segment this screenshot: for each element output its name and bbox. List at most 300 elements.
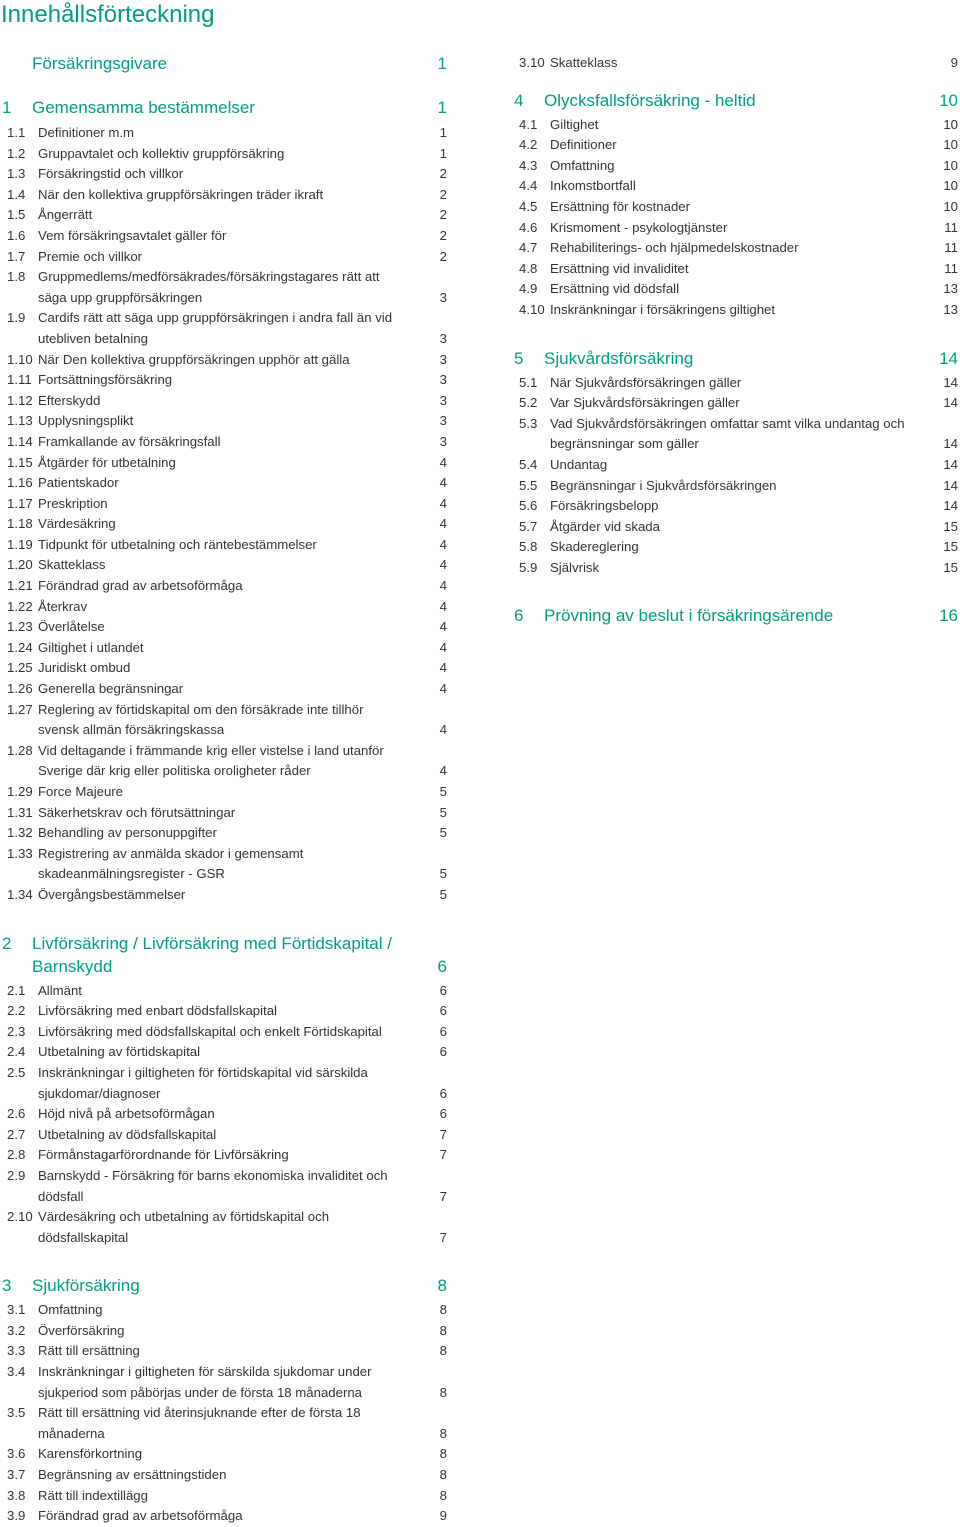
toc-subsection-entry[interactable]: [0, 1300, 449, 1321]
page-title: Innehållsförteckning: [1, 1, 215, 28]
toc-subsection-entry[interactable]: [0, 226, 449, 247]
toc-entry-title: Åtgärder för utbetalning: [38, 454, 176, 470]
toc-entry-title: Vem försäkringsavtalet gäller för: [38, 227, 227, 243]
toc-entry-title: Force Majeure: [38, 784, 124, 799]
toc-subsection-entry[interactable]: [0, 432, 449, 453]
toc-subsection-entry[interactable]: [0, 1341, 449, 1362]
toc-entry-number: 5.5: [519, 477, 538, 493]
toc-subsection-entry[interactable]: [0, 1145, 449, 1166]
toc-entry-number: 1.16: [7, 475, 33, 491]
toc-subsection-entry[interactable]: [512, 496, 960, 517]
toc-entry-title: Gemensamma bestämmelser: [32, 98, 255, 117]
toc-right-column: [512, 50, 960, 627]
toc-entry-number: 1.28: [7, 742, 33, 758]
toc-entry-page: 5: [439, 784, 447, 799]
toc-entry-number: 1.21: [7, 578, 33, 594]
toc-entry-title: Skatteklass: [550, 55, 618, 70]
toc-entry-number: 4.2: [519, 137, 538, 153]
toc-section-entry[interactable]: [0, 96, 449, 119]
toc-entry-page: 4: [439, 681, 447, 697]
toc-subsection-entry[interactable]: [0, 741, 449, 782]
toc-subsection-entry[interactable]: [0, 247, 449, 268]
toc-entry-title: Efterskydd: [38, 392, 101, 408]
toc-subsection-entry[interactable]: [0, 164, 449, 185]
toc-entry-title: Juridiskt ombud: [38, 660, 131, 676]
toc-entry-title: Ångerrätt: [38, 207, 93, 223]
toc-entry-title: När Sjukvårdsförsäkringen gäller: [550, 374, 742, 390]
toc-entry-page: 2: [439, 166, 447, 182]
toc-entry-number: 3.3: [7, 1343, 26, 1359]
toc-entry-number: 3: [2, 1276, 12, 1296]
toc-entry-title: Undantag: [550, 456, 608, 472]
toc-subsection-entry[interactable]: [0, 1207, 449, 1248]
toc-entry-number: 4.5: [519, 198, 538, 214]
toc-entry-number: 1.34: [7, 886, 33, 902]
toc-entry-number: 3.4: [7, 1364, 26, 1380]
toc-entry-number: 1.31: [7, 804, 33, 820]
toc-entry-title: Definitioner: [550, 137, 617, 153]
toc-entry-number: 1.4: [7, 186, 26, 202]
toc-subsection-entry[interactable]: [512, 455, 960, 476]
toc-entry-page: 4: [439, 475, 447, 491]
toc-entry-page: 10: [943, 198, 958, 214]
toc-entry-title: Förändrad grad av arbetsoförmåga: [38, 578, 243, 594]
toc-subsection-entry[interactable]: [0, 981, 449, 1002]
toc-entry-title: Förändrad grad av arbetsoförmåga: [38, 1508, 243, 1524]
toc-entry-title: Preskription: [38, 495, 108, 511]
toc-section-entry[interactable]: [0, 932, 449, 978]
toc-entry-page: 3: [439, 372, 447, 388]
toc-entry-page: 4: [439, 722, 447, 738]
toc-entry-title: Utbetalning av förtidskapital: [38, 1044, 201, 1060]
toc-entry-title: Upplysningsplikt: [38, 413, 134, 429]
toc-entry-number: 1.26: [7, 681, 33, 697]
toc-entry-number: 2.7: [7, 1126, 26, 1142]
toc-entry-title: Giltighet: [550, 116, 599, 132]
toc-entry-title: Ersättning vid invaliditet: [550, 260, 689, 276]
toc-entry-title: Inskränkningar i giltigheten för särskilda sjukdomar under sjukperiod som påbörjas under de första 18 månaderna: [38, 1364, 372, 1400]
toc-entry-page: 4: [439, 660, 447, 676]
toc-entry-page: 13: [943, 281, 958, 297]
toc-entry-page: 6: [439, 1003, 447, 1019]
toc-entry-page: 4: [439, 557, 447, 573]
toc-entry-title: Begränsningar i Sjukvårdsförsäkringen: [550, 477, 777, 493]
toc-subsection-entry[interactable]: [0, 267, 449, 308]
toc-section-entry[interactable]: [512, 347, 960, 370]
toc-subsection-entry[interactable]: [0, 370, 449, 391]
toc-entry-title: Ersättning för kostnader: [550, 198, 691, 214]
toc-entry-title: Vid deltagande i främmande krig eller vistelse i land utanför Sverige där krig eller politiska oroligheter råder: [38, 742, 384, 779]
toc-subsection-entry[interactable]: [512, 218, 960, 239]
toc-entry-title: Prövning av beslut i försäkringsärende: [544, 606, 834, 626]
toc-subsection-entry[interactable]: [512, 53, 960, 74]
toc-section-entry[interactable]: [0, 52, 449, 75]
toc-entry-title: Höjd nivå på arbetsoförmågan: [38, 1106, 215, 1122]
toc-entry-title: Begränsning av ersättningstiden: [38, 1467, 227, 1483]
toc-entry-number: 1.23: [7, 619, 33, 635]
toc-subsection-entry[interactable]: [512, 115, 960, 136]
toc-subsection-entry[interactable]: [0, 308, 449, 349]
toc-entry-title: Försäkringsgivare: [32, 54, 168, 73]
toc-subsection-entry[interactable]: [0, 185, 449, 206]
toc-entry-page: 10: [943, 157, 958, 173]
toc-entry-page: 8: [439, 1302, 447, 1318]
toc-subsection-entry[interactable]: [512, 279, 960, 300]
toc-entry-title: Allmänt: [38, 982, 82, 998]
toc-entry-number: 2.1: [7, 982, 26, 998]
toc-entry-number: 1.27: [7, 701, 33, 717]
toc-section-entry[interactable]: [0, 1274, 449, 1297]
toc-entry-page: 4: [439, 598, 447, 614]
toc-entry-title: Omfattning: [550, 157, 615, 173]
toc-entry-title: Vad Sjukvårdsförsäkringen omfattar samt vilka undantag och begränsningar som gäller: [550, 415, 905, 452]
toc-entry-number: 5.1: [519, 374, 538, 390]
toc-entry-page: 1: [437, 98, 447, 117]
toc-entry-page: 5: [439, 886, 447, 902]
toc-subsection-entry[interactable]: [0, 1104, 449, 1125]
toc-entry-number: 3.9: [7, 1508, 26, 1524]
toc-entry-number: 2.9: [7, 1167, 26, 1183]
toc-entry-number: 1.19: [7, 536, 33, 552]
toc-entry-page: 3: [439, 413, 447, 429]
toc-entry-page: 4: [439, 536, 447, 552]
toc-subsection-entry[interactable]: [512, 393, 960, 414]
toc-subsection-entry[interactable]: [0, 1001, 449, 1022]
toc-entry-title: Försäkringstid och villkor: [38, 166, 184, 182]
toc-entry-title: Ersättning vid dödsfall: [550, 281, 680, 297]
toc-entry-number: 4.9: [519, 281, 538, 297]
toc-entry-page: 6: [439, 982, 447, 998]
toc-entry-number: 4: [514, 90, 524, 110]
toc-entry-number: 2.5: [7, 1064, 26, 1080]
toc-entry-number: 1.2: [7, 145, 26, 161]
toc-entry-number: 2.8: [7, 1147, 26, 1163]
toc-entry-page: 5: [439, 866, 447, 882]
toc-entry-number: 1.22: [7, 598, 33, 614]
toc-entry-title: Reglering av förtidskapital om den försäkrade inte tillhör svensk allmän försäkringskassa: [38, 701, 364, 738]
toc-subsection-entry[interactable]: [0, 453, 449, 474]
toc-subsection-entry[interactable]: [0, 823, 449, 844]
toc-section-entry[interactable]: [512, 604, 960, 627]
toc-entry-number: 3.10: [519, 55, 545, 70]
toc-entry-number: 6: [514, 606, 524, 626]
toc-entry-title: Utbetalning av dödsfallskapital: [38, 1126, 217, 1142]
toc-entry-title: Framkallande av försäkringsfall: [38, 433, 221, 449]
toc-entry-title: Livförsäkring med enbart dödsfallskapital: [38, 1003, 277, 1019]
toc-entry-title: Behandling av personuppgifter: [38, 825, 217, 841]
toc-entry-title: Livförsäkring / Livförsäkring med Förtidskapital / Barnskydd: [32, 933, 392, 976]
toc-subsection-entry[interactable]: [0, 1403, 449, 1444]
toc-entry-page: 4: [439, 639, 447, 655]
toc-entry-number: 1.18: [7, 516, 33, 532]
toc-subsection-entry[interactable]: [0, 1444, 449, 1465]
toc-entry-number: 1.25: [7, 660, 33, 676]
toc-entry-number: 3.6: [7, 1446, 26, 1462]
toc-entry-number: 1.33: [7, 845, 33, 861]
toc-subsection-entry[interactable]: [0, 391, 449, 412]
toc-entry-title: Sjukförsäkring: [32, 1276, 140, 1296]
toc-entry-page: 14: [943, 456, 958, 472]
toc-subsection-entry[interactable]: [0, 1125, 449, 1146]
toc-entry-page: 6: [439, 1044, 447, 1060]
toc-entry-number: 1.1: [7, 125, 26, 140]
toc-entry-number: 1.13: [7, 413, 33, 429]
toc-entry-title: Överförsäkring: [38, 1322, 125, 1338]
toc-entry-page: 4: [439, 619, 447, 635]
toc-entry-title: Sjukvårdsförsäkring: [544, 348, 694, 368]
toc-entry-title: Rätt till ersättning vid återinsjuknande efter de första 18 månaderna: [38, 1405, 361, 1441]
toc-subsection-entry[interactable]: [512, 300, 960, 321]
toc-subsection-entry[interactable]: [512, 373, 960, 394]
toc-entry-title: Fortsättningsförsäkring: [38, 372, 173, 388]
toc-entry-page: 10: [943, 116, 958, 132]
toc-entry-title: Rehabiliterings- och hjälpmedelskostnader: [550, 240, 799, 256]
toc-entry-number: 1.8: [7, 269, 26, 285]
toc-subsection-entry[interactable]: [0, 617, 449, 638]
toc-subsection-entry[interactable]: [0, 123, 449, 144]
toc-entry-title: Premie och villkor: [38, 248, 143, 264]
toc-entry-number: 1.29: [7, 784, 33, 799]
toc-subsection-entry[interactable]: [0, 514, 449, 535]
toc-subsection-entry[interactable]: [512, 517, 960, 538]
toc-entry-title: Åtgärder vid skada: [550, 518, 660, 534]
toc-subsection-entry[interactable]: [512, 176, 960, 197]
toc-subsection-entry[interactable]: [0, 1486, 449, 1507]
toc-entry-page: 7: [439, 1188, 447, 1204]
toc-subsection-entry[interactable]: [512, 156, 960, 177]
toc-subsection-entry[interactable]: [0, 1022, 449, 1043]
toc-entry-title: Var Sjukvårdsförsäkringen gäller: [550, 395, 740, 411]
toc-subsection-entry[interactable]: [512, 259, 960, 280]
toc-entry-number: 5.6: [519, 498, 538, 514]
toc-subsection-entry[interactable]: [0, 473, 449, 494]
toc-subsection-entry[interactable]: [512, 238, 960, 259]
toc-entry-number: 1.10: [7, 351, 33, 367]
toc-subsection-entry[interactable]: [512, 414, 960, 455]
toc-entry-number: 1.15: [7, 454, 33, 470]
toc-entry-page: 15: [943, 539, 958, 555]
toc-subsection-entry[interactable]: [0, 844, 449, 885]
toc-entry-number: 4.6: [519, 219, 538, 235]
toc-entry-title: Värdesäkring: [38, 516, 116, 532]
toc-entry-page: 8: [437, 1276, 447, 1296]
toc-entry-page: 5: [439, 825, 447, 841]
toc-subsection-entry[interactable]: [0, 350, 449, 371]
toc-entry-number: 2.10: [7, 1209, 33, 1225]
toc-entry-number: 4.1: [519, 116, 538, 132]
toc-entry-page: 3: [439, 433, 447, 449]
toc-entry-title: Patientskador: [38, 475, 119, 491]
toc-entry-title: Skatteklass: [38, 557, 106, 573]
toc-entry-page: 3: [439, 351, 447, 367]
toc-entry-title: Registrering av anmälda skador i gemensamt skadeanmälningsregister - GSR: [38, 845, 304, 882]
toc-entry-title: Omfattning: [38, 1302, 103, 1318]
toc-left-column: [0, 50, 449, 1527]
toc-entry-number: 4.8: [519, 260, 538, 276]
toc-entry-number: 5.9: [519, 559, 538, 575]
toc-entry-title: Säkerhetskrav och förutsättningar: [38, 804, 236, 820]
toc-entry-page: 13: [943, 301, 958, 317]
toc-entry-title: Olycksfallsförsäkring - heltid: [544, 90, 756, 110]
toc-entry-page: 11: [944, 240, 958, 256]
toc-entry-number: 1.5: [7, 207, 26, 223]
toc-entry-number: 5.2: [519, 395, 538, 411]
toc-subsection-entry[interactable]: [0, 885, 449, 906]
toc-entry-title: Inkomstbortfall: [550, 178, 636, 194]
toc-subsection-entry[interactable]: [0, 205, 449, 226]
toc-entry-title: Inskränkningar i försäkringens giltighet: [550, 301, 776, 317]
toc-entry-number: 5.3: [519, 415, 538, 431]
toc-entry-page: 4: [439, 495, 447, 511]
toc-subsection-entry[interactable]: [0, 638, 449, 659]
toc-entry-number: 1.20: [7, 557, 33, 573]
toc-subsection-entry[interactable]: [0, 494, 449, 515]
toc-entry-number: 2: [2, 933, 12, 953]
toc-entry-number: 1.17: [7, 495, 33, 511]
toc-entry-title: Karensförkortning: [38, 1446, 143, 1462]
toc-subsection-entry[interactable]: [512, 476, 960, 497]
toc-entry-number: 3.2: [7, 1322, 26, 1338]
toc-subsection-entry[interactable]: [0, 535, 449, 556]
toc-entry-number: 1.14: [7, 433, 33, 449]
toc-entry-number: 5.7: [519, 518, 538, 534]
toc-entry-number: 1.7: [7, 248, 26, 264]
toc-entry-page: 10: [943, 178, 958, 194]
toc-entry-page: 5: [439, 804, 447, 820]
toc-subsection-entry[interactable]: [0, 658, 449, 679]
toc-subsection-entry[interactable]: [0, 1465, 449, 1486]
toc-entry-number: 3.1: [7, 1302, 26, 1318]
toc-entry-title: Försäkringsbelopp: [550, 498, 659, 514]
toc-entry-title: Skadereglering: [550, 539, 639, 555]
toc-subsection-entry[interactable]: [512, 135, 960, 156]
toc-entry-page: 2: [439, 186, 447, 202]
toc-entry-page: 6: [439, 1106, 447, 1122]
toc-entry-title: Definitioner m.m: [38, 125, 135, 140]
toc-entry-page: 7: [439, 1229, 447, 1245]
toc-entry-page: 15: [943, 559, 958, 575]
toc-entry-title: Självrisk: [550, 559, 600, 575]
toc-entry-page: 16: [939, 606, 958, 626]
toc-entry-page: 6: [437, 956, 447, 976]
toc-entry-page: 4: [439, 763, 447, 779]
toc-subsection-entry[interactable]: [0, 411, 449, 432]
toc-entry-number: 1.6: [7, 227, 26, 243]
toc-entry-number: 4.3: [519, 157, 538, 173]
toc-entry-page: 7: [439, 1126, 447, 1142]
toc-entry-number: 1.9: [7, 310, 26, 326]
toc-subsection-entry[interactable]: [0, 597, 449, 618]
toc-entry-page: 9: [950, 55, 958, 70]
toc-subsection-entry[interactable]: [0, 700, 449, 741]
toc-entry-number: 1.32: [7, 825, 33, 841]
toc-entry-page: 3: [439, 289, 447, 305]
toc-entry-page: 4: [439, 454, 447, 470]
toc-entry-title: Barnskydd - Försäkring för barns ekonomiska invaliditet och dödsfall: [38, 1167, 388, 1204]
toc-entry-page: 11: [944, 219, 958, 235]
toc-entry-number: 4.7: [519, 240, 538, 256]
toc-subsection-entry[interactable]: [0, 555, 449, 576]
toc-subsection-entry[interactable]: [512, 537, 960, 558]
toc-entry-number: 5.4: [519, 456, 538, 472]
toc-entry-page: 8: [439, 1384, 447, 1400]
toc-entry-page: 3: [439, 392, 447, 408]
toc-subsection-entry[interactable]: [0, 576, 449, 597]
toc-entry-page: 8: [439, 1425, 447, 1441]
toc-entry-title: Generella begränsningar: [38, 681, 184, 697]
toc-entry-page: 14: [943, 436, 958, 452]
toc-entry-page: 14: [939, 348, 958, 368]
toc-entry-title: Återkrav: [38, 598, 88, 614]
toc-entry-page: 4: [439, 578, 447, 594]
toc-entry-page: 2: [439, 248, 447, 264]
toc-entry-page: 2: [439, 227, 447, 243]
toc-entry-number: 1.11: [7, 372, 32, 388]
toc-entry-page: 14: [943, 374, 958, 390]
toc-subsection-entry[interactable]: [0, 782, 449, 803]
toc-entry-page: 7: [439, 1147, 447, 1163]
toc-subsection-entry[interactable]: [0, 1506, 449, 1527]
toc-entry-title: Tidpunkt för utbetalning och räntebestämmelser: [38, 536, 317, 552]
toc-entry-page: 14: [943, 498, 958, 514]
toc-entry-title: När den kollektiva gruppförsäkringen träder ikraft: [38, 186, 324, 202]
toc-entry-number: 4.10: [519, 301, 545, 317]
toc-entry-page: 1: [439, 125, 447, 140]
toc-entry-title: Förmånstagarförordnande för Livförsäkring: [38, 1147, 289, 1163]
toc-subsection-entry[interactable]: [0, 144, 449, 165]
toc-entry-number: 5.8: [519, 539, 538, 555]
toc-subsection-entry[interactable]: [0, 1042, 449, 1063]
toc-subsection-entry[interactable]: [0, 803, 449, 824]
toc-entry-number: 2.4: [7, 1044, 26, 1060]
toc-entry-page: 1: [439, 145, 447, 161]
toc-entry-page: 8: [439, 1343, 447, 1359]
toc-entry-page: 10: [943, 137, 958, 153]
toc-entry-title: Krismoment - psykologtjänster: [550, 219, 728, 235]
toc-entry-page: 6: [439, 1023, 447, 1039]
toc-entry-title: Gruppavtalet och kollektiv gruppförsäkring: [38, 145, 285, 161]
toc-entry-title: Giltighet i utlandet: [38, 639, 144, 655]
toc-entry-title: Övergångsbestämmelser: [38, 886, 186, 902]
toc-entry-title: Rätt till indextillägg: [38, 1487, 148, 1503]
toc-entry-title: Värdesäkring och utbetalning av förtidskapital och dödsfallskapital: [38, 1209, 330, 1245]
toc-subsection-entry[interactable]: [0, 679, 449, 700]
toc-entry-page: 6: [439, 1085, 447, 1101]
toc-entry-page: 9: [439, 1508, 447, 1524]
toc-entry-number: 1.24: [7, 639, 33, 655]
toc-entry-page: 14: [943, 395, 958, 411]
toc-subsection-entry[interactable]: [0, 1166, 449, 1207]
toc-entry-number: 1.3: [7, 166, 26, 182]
toc-subsection-entry[interactable]: [512, 558, 960, 579]
toc-entry-page: 14: [943, 477, 958, 493]
toc-entry-page: 11: [944, 260, 958, 276]
toc-entry-page: 8: [439, 1467, 447, 1483]
toc-entry-title: Cardifs rätt att säga upp gruppförsäkringen i andra fall än vid utebliven betalning: [38, 310, 393, 346]
toc-entry-number: 2.3: [7, 1023, 26, 1039]
toc-entry-title: Inskränkningar i giltigheten för förtidskapital vid särskilda sjukdomar/diagnoser: [38, 1064, 368, 1101]
toc-entry-number: 4.4: [519, 178, 538, 194]
toc-section-entry[interactable]: [512, 89, 960, 112]
toc-entry-number: 1: [2, 98, 12, 117]
toc-entry-title: Rätt till ersättning: [38, 1343, 140, 1359]
toc-entry-title: Livförsäkring med dödsfallskapital och enkelt Förtidskapital: [38, 1023, 382, 1039]
toc-entry-number: 2.6: [7, 1106, 26, 1122]
toc-subsection-entry[interactable]: [512, 197, 960, 218]
toc-subsection-entry[interactable]: [0, 1321, 449, 1342]
toc-subsection-entry[interactable]: [0, 1063, 449, 1104]
toc-subsection-entry[interactable]: [0, 1362, 449, 1403]
